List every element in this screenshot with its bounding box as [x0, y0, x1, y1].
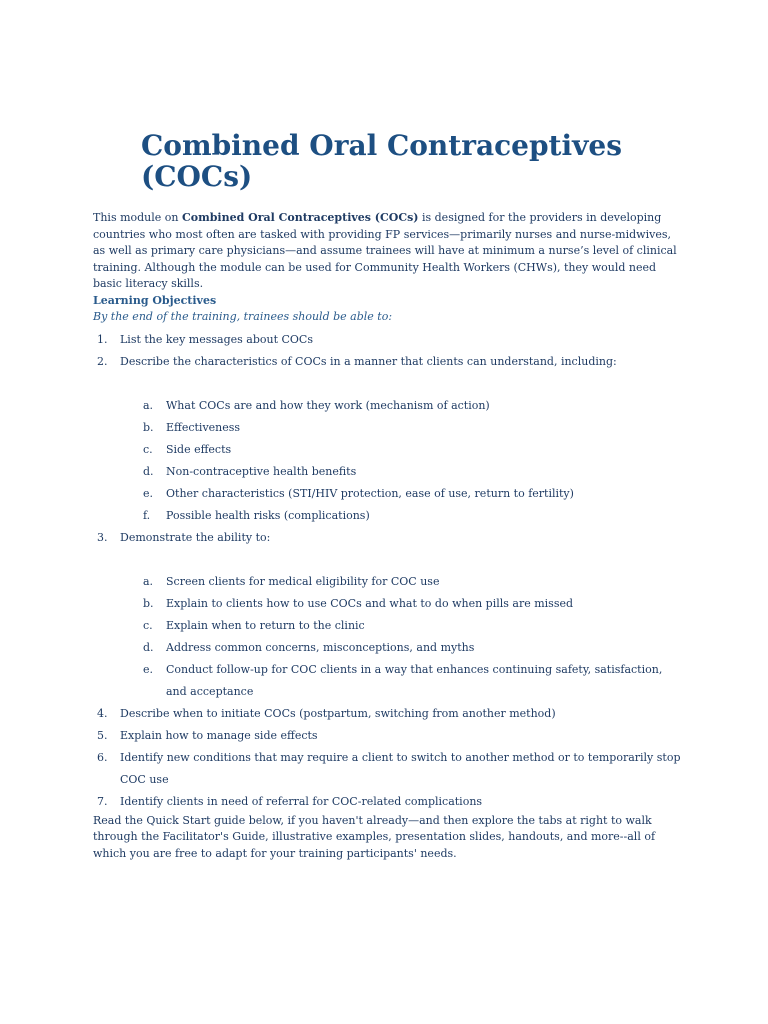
objective-number: 7.: [97, 794, 108, 808]
objective-number: 2.: [97, 354, 108, 368]
intro-paragraph: [93, 210, 683, 293]
objective-item-6: [93, 747, 683, 791]
sub-item: [120, 483, 683, 505]
sub-item-letter: b.: [143, 420, 154, 434]
page-title: Combined Oral Contraceptives (COCs): [141, 129, 622, 193]
sub-item-letter: f.: [143, 508, 151, 522]
objective-item-2: [93, 351, 683, 527]
objectives-heading: Learning Objectives: [93, 293, 217, 307]
sub-item-letter: c.: [143, 618, 153, 632]
objective-item-5: [93, 725, 683, 747]
objectives-list: [93, 329, 683, 813]
sub-item-letter: e.: [143, 486, 154, 500]
objective-3-sublist: [120, 571, 683, 703]
sub-item-letter: a.: [143, 574, 154, 588]
sub-item: [120, 593, 683, 615]
closing-paragraph: Read the Quick Start guide below, if you haven't already—and then explore the tabs at right to walk through the Facilitator's Guide, illustrative examples, presentation slides, handouts, and more--all of which you are free to adapt for your training participants' needs.: [93, 813, 656, 860]
document-body: [93, 210, 683, 862]
objective-text: Describe when to initiate COCs (postpartum, switching from another method): [120, 706, 556, 720]
objective-number: 3.: [97, 530, 108, 544]
objective-number: 6.: [97, 750, 108, 764]
sub-item: [120, 395, 683, 417]
sub-item-letter: a.: [143, 398, 154, 412]
sub-item-text: Side effects: [166, 442, 232, 456]
intro-text-bold: Combined Oral Contraceptives (COCs): [182, 211, 419, 224]
objective-text: Identify new conditions that may require a client to switch to another method or to temporarily stop COC use: [120, 750, 681, 786]
sub-item: [120, 571, 683, 593]
sub-item: [120, 417, 683, 439]
objective-number: 1.: [97, 332, 108, 346]
objective-text: Demonstrate the ability to:: [120, 530, 271, 544]
sub-item-text: Explain when to return to the clinic: [166, 618, 365, 632]
sub-item-letter: e.: [143, 662, 154, 676]
objective-text: List the key messages about COCs: [120, 332, 313, 346]
sub-item-text: Conduct follow-up for COC clients in a way that enhances continuing safety, satisfaction, and acceptance: [166, 662, 663, 698]
sub-item-text: Other characteristics (STI/HIV protection, ease of use, return to fertility): [166, 486, 574, 500]
sub-item: [120, 637, 683, 659]
list-spacer: [120, 549, 683, 571]
sub-item-text: Effectiveness: [166, 420, 241, 434]
sub-item: [120, 505, 683, 527]
objective-2-sublist: [120, 395, 683, 527]
sub-item: [120, 615, 683, 637]
sub-item: [120, 439, 683, 461]
objective-text: Identify clients in need of referral for COC-related complications: [120, 794, 483, 808]
sub-item-letter: d.: [143, 640, 154, 654]
objective-number: 5.: [97, 728, 108, 742]
sub-item-text: Address common concerns, misconceptions, and myths: [166, 640, 475, 654]
objective-item-4: [93, 703, 683, 725]
objective-item-3: [93, 527, 683, 703]
list-spacer: [120, 373, 683, 395]
sub-item-text: What COCs are and how they work (mechanism of action): [166, 398, 490, 412]
sub-item-letter: b.: [143, 596, 154, 610]
sub-item: [120, 461, 683, 483]
sub-item-text: Explain to clients how to use COCs and what to do when pills are missed: [166, 596, 574, 610]
intro-text-before: This module on: [93, 211, 182, 224]
sub-item-text: Possible health risks (complications): [166, 508, 370, 522]
sub-item: [120, 659, 683, 703]
objective-text: Describe the characteristics of COCs in a manner that clients can understand, including:: [120, 354, 617, 368]
objective-item-7: [93, 791, 683, 813]
objective-text: Explain how to manage side effects: [120, 728, 318, 742]
sub-item-text: Screen clients for medical eligibility for COC use: [166, 574, 440, 588]
sub-item-letter: d.: [143, 464, 154, 478]
objective-number: 4.: [97, 706, 108, 720]
intro-text-after: is designed for the providers in developing countries who most often are tasked with providing FP services—primarily nurses and nurse-midwives, as well as primary care physicians—and assume trainees will have at minimum a nurse’s level of clinical training. Although the module can be used for Community Health Workers (CHWs), they would need basic literacy skills.: [93, 211, 677, 290]
sub-item-letter: c.: [143, 442, 153, 456]
sub-item-text: Non-contraceptive health benefits: [166, 464, 357, 478]
objectives-intro: By the end of the training, trainees should be able to:: [93, 310, 393, 323]
objective-item-1: [93, 329, 683, 351]
